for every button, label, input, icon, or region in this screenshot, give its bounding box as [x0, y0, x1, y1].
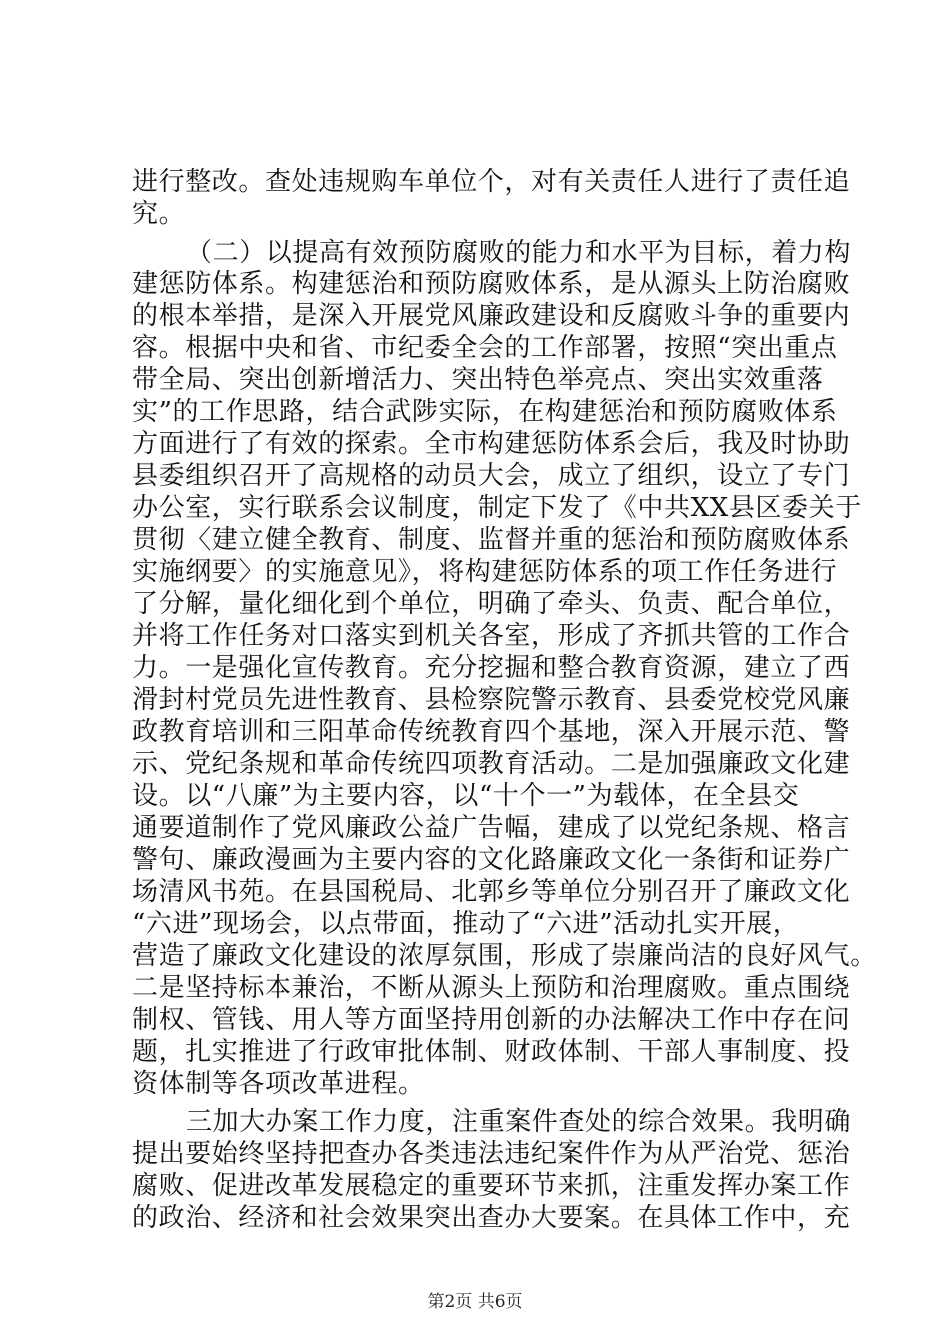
text-line: 实”的工作思路，结合武陟实际，在构建惩治和预防腐败体系	[132, 397, 838, 427]
text-line: 政教育培训和三阳革命传统教育四个基地，深入开展示范、警	[132, 717, 851, 747]
text-line: 资体制等各项改革进程。	[132, 1069, 425, 1099]
text-line: 并将工作任务对口落实到机关各室，形成了齐抓共管的工作合	[132, 621, 851, 651]
page-number-footer: 第2页 共6页	[427, 1292, 523, 1312]
text-line: 容。根据中央和省、市纪委全会的工作部署，按照“突出重点	[132, 333, 838, 363]
text-line: 方面进行了有效的探索。全市构建惩防体系会后，我及时协助	[132, 429, 851, 459]
text-line: 的政治、经济和社会效果突出查办大要案。在具体工作中，充	[132, 1203, 851, 1233]
text-line: 营造了廉政文化建设的浓厚氛围，形成了崇廉尚洁的良好风气。	[132, 941, 877, 971]
text-line: 了分解，量化细化到个单位，明确了牵头、负责、配合单位，	[132, 589, 851, 619]
text-line: 二是坚持标本兼治，不断从源头上预防和治理腐败。重点围绕	[132, 973, 851, 1003]
text-line: 贯彻〈建立健全教育、制度、监督并重的惩治和预防腐败体系	[132, 525, 851, 555]
text-line: “六进”现场会，以点带面，推动了“六进”活动扎实开展，	[132, 909, 800, 939]
text-line: 设。以“八廉”为主要内容，以“十个一”为载体，在全县交	[132, 781, 800, 811]
text-line: 题，扎实推进了行政审批体制、财政体制、干部人事制度、投	[132, 1037, 851, 1067]
text-line: 的根本举措，是深入开展党风廉政建设和反腐败斗争的重要内	[132, 301, 851, 331]
text-line: 县委组织召开了高规格的动员大会，成立了组织，设立了专门	[132, 461, 851, 491]
text-line: 建惩防体系。构建惩治和预防腐败体系，是从源头上防治腐败	[132, 269, 851, 299]
text-line: 办公室，实行联系会议制度，制定下发了《中共XX县区委关于	[132, 493, 862, 523]
text-line: 究。	[132, 199, 186, 229]
text-line: 警句、廉政漫画为主要内容的文化路廉政文化一条街和证券广	[132, 845, 851, 875]
text-line: 示、党纪条规和革命传统四项教育活动。二是加强廉政文化建	[132, 749, 851, 779]
text-line: 提出要始终坚持把查办各类违法违纪案件作为从严治党、惩治	[132, 1139, 851, 1169]
text-line: 通要道制作了党风廉政公益广告幅，建成了以党纪条规、格言	[132, 813, 851, 843]
text-line: 场清风书苑。在县国税局、北郭乡等单位分别召开了廉政文化	[132, 877, 851, 907]
text-line: 力。一是强化宣传教育。充分挖掘和整合教育资源，建立了西	[132, 653, 851, 683]
text-line: 带全局、突出创新增活力、突出特色举亮点、突出实效重落	[132, 365, 824, 395]
text-line: 实施纲要〉的实施意见》，将构建惩防体系的项工作任务进行	[132, 557, 838, 587]
text-line: 进行整改。查处违规购车单位个，对有关责任人进行了责任追	[132, 167, 851, 197]
text-line: 制权、管钱、用人等方面坚持用创新的办法解决工作中存在问	[132, 1005, 851, 1035]
text-line: （二）以提高有效预防腐败的能力和水平为目标，着力构	[186, 238, 852, 268]
text-line: 腐败、促进改革发展稳定的重要环节来抓，注重发挥办案工作	[132, 1171, 851, 1201]
text-line: 滑封村党员先进性教育、县检察院警示教育、县委党校党风廉	[132, 685, 851, 715]
text-line: 三加大办案工作力度，注重案件查处的综合效果。我明确	[186, 1107, 852, 1137]
